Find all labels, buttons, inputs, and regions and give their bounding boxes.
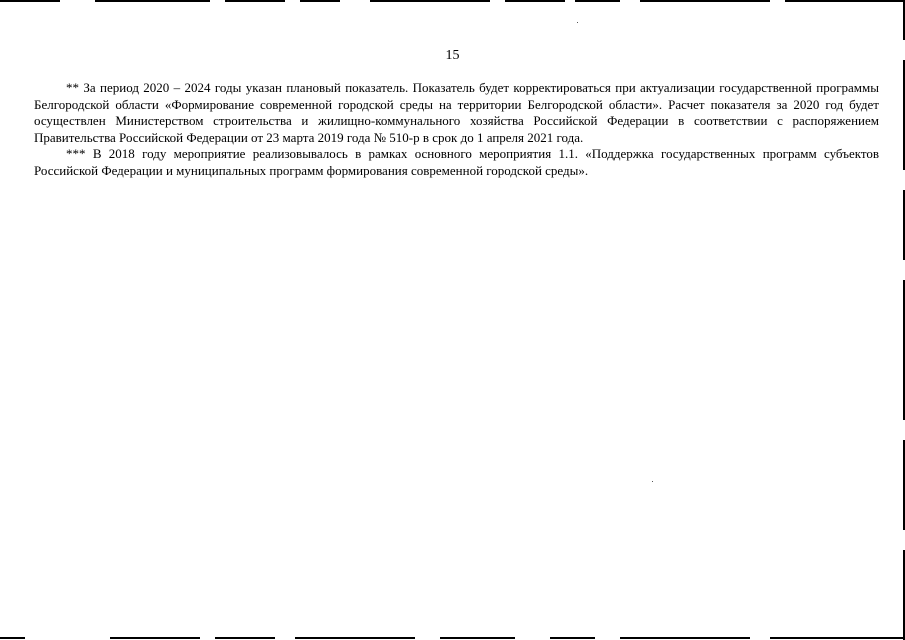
footnote-paragraph xyxy=(34,146,879,179)
scan-speck xyxy=(652,481,653,482)
scan-speck xyxy=(577,22,578,23)
top-scan-border xyxy=(0,0,905,3)
footnotes xyxy=(34,80,879,179)
page-number: 15 xyxy=(445,48,460,63)
footnote-text: За период 2020 – 2024 годы указан плановый показатель. Показатель будет корректироваться при актуализации государственной программы Белгородской области «Формирование современной городской среды на территории Белгородской области». Расчет показателя за 2020 год будет осуществлен Министерством строительства и жилищно-коммунального хозяйства Российской Федерации в соответствии с распоряжением Правительства Российской Федерации от 23 марта 2019 года № 510-р в срок до 1 апреля 2021 года. xyxy=(34,80,879,145)
footnote-text: В 2018 году мероприятие реализовывалось в рамках основного мероприятия 1.1. «Поддержка государственных программ субъектов Российской Федерации и муниципальных программ формирования современной городской среды». xyxy=(34,146,880,178)
footnote-marker: *** xyxy=(66,146,86,161)
footnote-marker: ** xyxy=(66,80,79,95)
footnote-paragraph xyxy=(34,80,879,146)
